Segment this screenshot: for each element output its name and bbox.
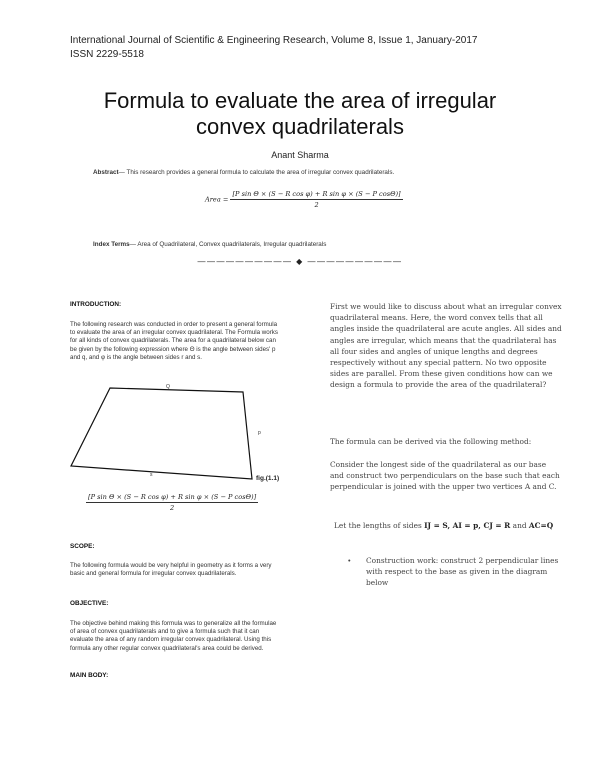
index-terms-label: Index Terms <box>93 241 130 248</box>
quadrilateral-figure <box>68 380 298 490</box>
figure-label-q: Q <box>166 384 170 390</box>
issn-line: ISSN 2229-5518 <box>70 49 144 60</box>
figure-caption: fig.(1.1) <box>256 475 280 482</box>
abstract-text: — This research provides a general formula to calculate the area of irregular convex quadrilaterals. <box>118 169 395 176</box>
formula-denominator: 2 <box>314 201 319 209</box>
paragraph-irregular-convex: First we would like to discuss about what an irregular convex quadrilateral means. Here, the word convex tells that all angles inside the quadrilateral are acute angles. All sides and angles are irregular, which means that the quadrilateral has all four sides and angles of unique lengths and degrees respectively without any special pattern. No two opposite sides are parallel. From these given conditions how can we design a formula to provide the area of the quadrilateral? <box>330 302 562 390</box>
objective-text: The objective behind making this formula was to generalize all the formulae of area of convex quadrilaterals and to give a formula such that it can evaluate the area of any random irregular convex quadrilateral. Using this formula any other regular convex quadrilateral's area could be derived. <box>70 620 277 652</box>
figure-label-s: s <box>150 472 153 478</box>
paragraph-construction: Consider the longest side of the quadrilateral as our base and construct two perpendiculars on the base such that each perpendicular is joined with the upper two vertices A and C. <box>330 460 560 492</box>
figure-label-p: p <box>258 430 261 436</box>
abstract-label: Abstract <box>93 169 119 176</box>
paragraph-side-lengths <box>334 520 566 531</box>
formula-fraction <box>230 190 402 209</box>
side-lengths-bold-2: AC=Q <box>528 521 554 530</box>
abstract <box>93 169 513 176</box>
figure-formula-fraction <box>86 493 258 512</box>
side-lengths-prefix: Let the lengths of sides <box>334 521 425 530</box>
scope-text: The following formula would be very helpful in geometry as it forms a very basic and general formula for irregular convex quadrilaterals. <box>70 562 272 578</box>
introduction-text: The following research was conducted in order to present a general formula to evaluate the area of an irregular convex quadrilateral. The Formula works for all kinds of convex quadrilaterals. The area for a quadrilateral below can be given by the following expression where Θ is the angle between sides' p and q, and φ is the angle between sides r and s. <box>70 321 278 361</box>
paper-title <box>0 88 600 140</box>
title-line-1: Formula to evaluate the area of irregular <box>103 88 497 113</box>
figure-formula-numerator: [P sin Θ × (S − R cos φ) + R sin φ × (S − P cosΘ)] <box>88 493 257 501</box>
main-body-heading: MAIN BODY: <box>70 672 109 679</box>
bullet-construction-work: Construction work: construct 2 perpendicular lines with respect to the base as given in the diagram below <box>366 556 559 588</box>
quadrilateral-shape <box>71 388 252 479</box>
figure-formula-denominator: 2 <box>169 504 175 512</box>
figure-formula <box>86 493 258 512</box>
author-name: Anant Sharma <box>271 150 329 160</box>
journal-line: International Journal of Scientific & Engineering Research, Volume 8, Issue 1, January-2017 <box>70 35 478 46</box>
objective-heading: OBJECTIVE: <box>70 600 109 607</box>
title-line-2: convex quadrilaterals <box>196 114 404 139</box>
side-lengths-mid: and <box>510 521 529 530</box>
index-terms-text: — Area of Quadrilateral, Convex quadrilaterals, Irregular quadrilaterals <box>129 241 327 248</box>
introduction-heading: INTRODUCTION: <box>70 301 122 308</box>
section-divider: —————————— ◆ —————————— <box>197 257 403 266</box>
paragraph-derivation-method: The formula can be derived via the following method: <box>330 437 532 446</box>
scope-heading: SCOPE: <box>70 543 95 550</box>
bullet-marker: • <box>348 556 351 565</box>
side-lengths-bold-1: IJ = S, AI = p, CJ = R <box>424 521 511 530</box>
formula-lhs: Area = <box>205 195 229 204</box>
journal-header <box>70 34 477 62</box>
index-terms <box>93 241 513 248</box>
abstract-formula <box>205 190 403 209</box>
formula-numerator: [P sin Θ × (S − R cos φ) + R sin φ × (S − P cosΘ)] <box>232 190 401 198</box>
